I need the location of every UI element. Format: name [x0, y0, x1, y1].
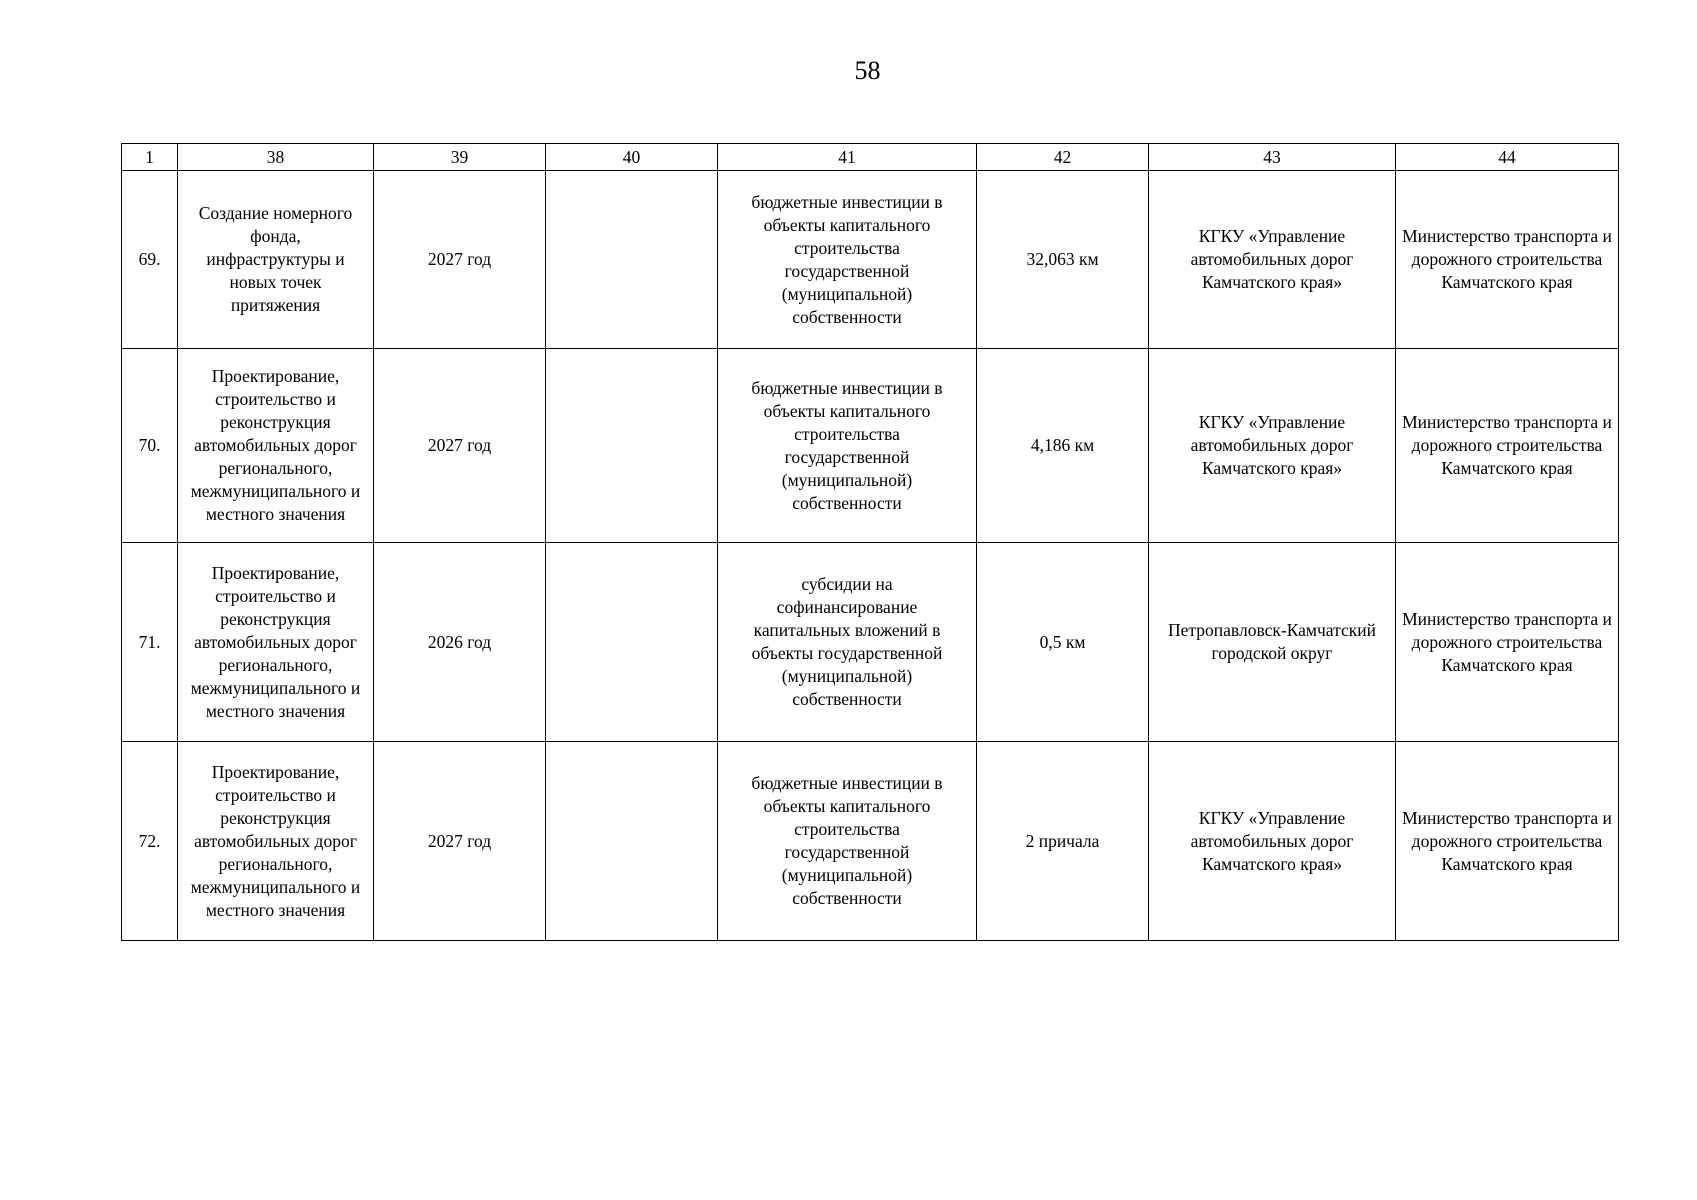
- measure-name-cell: [178, 349, 374, 543]
- column-number-row: [122, 144, 1619, 171]
- row-number: 70.: [122, 349, 178, 543]
- table-row: [122, 349, 1619, 543]
- executor: Петропавловск-Камчатский городской округ: [1168, 620, 1376, 663]
- column-number: 41: [718, 144, 977, 171]
- column-number: 42: [977, 144, 1149, 171]
- responsible: Министерство транспорта и дорожного строительства Камчатского края: [1402, 807, 1612, 874]
- responsible-cell: [1396, 742, 1619, 941]
- column-number: 40: [546, 144, 718, 171]
- deadline-cell: 2027 год: [374, 171, 546, 349]
- responsible-cell: [1396, 349, 1619, 543]
- row-number: 71.: [122, 543, 178, 742]
- column-number: 38: [178, 144, 374, 171]
- responsible: Министерство транспорта и дорожного строительства Камчатского края: [1402, 608, 1612, 675]
- measure-name: Проектирование, строительство и реконструкция автомобильных дорог регионального, межмуниципального и местного значения: [190, 366, 361, 524]
- executor-cell: [1149, 349, 1396, 543]
- funding-form: бюджетные инвестиции в объекты капитального строительства государственной (муниципальной) собственности: [751, 773, 943, 908]
- empty-cell: [546, 742, 718, 941]
- capacity-cell: 0,5 км: [977, 543, 1149, 742]
- executor: КГКУ «Управление автомобильных дорог Камчатского края»: [1190, 412, 1354, 478]
- funding-form-cell: [718, 742, 977, 941]
- table-row: [122, 543, 1619, 742]
- row-number: 72.: [122, 742, 178, 941]
- deadline-cell: 2027 год: [374, 742, 546, 941]
- table-row: [122, 171, 1619, 349]
- measure-name: Проектирование, строительство и реконструкция автомобильных дорог регионального, межмуниципального и местного значения: [190, 761, 361, 920]
- executor: КГКУ «Управление автомобильных дорог Камчатского края»: [1190, 226, 1354, 292]
- measure-name-cell: [178, 742, 374, 941]
- row-number: 69.: [122, 171, 178, 349]
- executor-cell: [1149, 543, 1396, 742]
- executor-cell: [1149, 171, 1396, 349]
- executor-cell: [1149, 742, 1396, 941]
- funding-form-cell: [718, 349, 977, 543]
- responsible-cell: [1396, 543, 1619, 742]
- empty-cell: [546, 543, 718, 742]
- funding-form-cell: [718, 543, 977, 742]
- deadline-cell: 2027 год: [374, 349, 546, 543]
- capacity-cell: 2 причала: [977, 742, 1149, 941]
- empty-cell: [546, 171, 718, 349]
- measure-name: Создание номерного фонда, инфраструктуры и новых точек притяжения: [198, 203, 353, 315]
- responsible: Министерство транспорта и дорожного строительства Камчатского края: [1402, 226, 1612, 292]
- capacity-cell: 4,186 км: [977, 349, 1149, 543]
- capacity-cell: 32,063 км: [977, 171, 1149, 349]
- funding-form: бюджетные инвестиции в объекты капитального строительства государственной (муниципальной) собственности: [751, 377, 943, 513]
- measure-name-cell: [178, 171, 374, 349]
- funding-form: бюджетные инвестиции в объекты капитального строительства государственной (муниципальной) собственности: [751, 191, 943, 327]
- funding-form-cell: [718, 171, 977, 349]
- executor: КГКУ «Управление автомобильных дорог Камчатского края»: [1190, 807, 1354, 874]
- column-number: 43: [1149, 144, 1396, 171]
- column-number: 44: [1396, 144, 1619, 171]
- funding-form: субсидии на софинансирование капитальных вложений в объекты государственной (муниципальной) собственности: [751, 574, 943, 709]
- table-row: [122, 742, 1619, 941]
- responsible: Министерство транспорта и дорожного строительства Камчатского края: [1402, 412, 1612, 478]
- page-number: 58: [854, 56, 881, 85]
- data-table: [121, 143, 1619, 941]
- column-number: 1: [122, 144, 178, 171]
- responsible-cell: [1396, 171, 1619, 349]
- measure-name: Проектирование, строительство и реконструкция автомобильных дорог регионального, межмуниципального и местного значения: [190, 562, 361, 721]
- deadline-cell: 2026 год: [374, 543, 546, 742]
- empty-cell: [546, 349, 718, 543]
- column-number: 39: [374, 144, 546, 171]
- measure-name-cell: [178, 543, 374, 742]
